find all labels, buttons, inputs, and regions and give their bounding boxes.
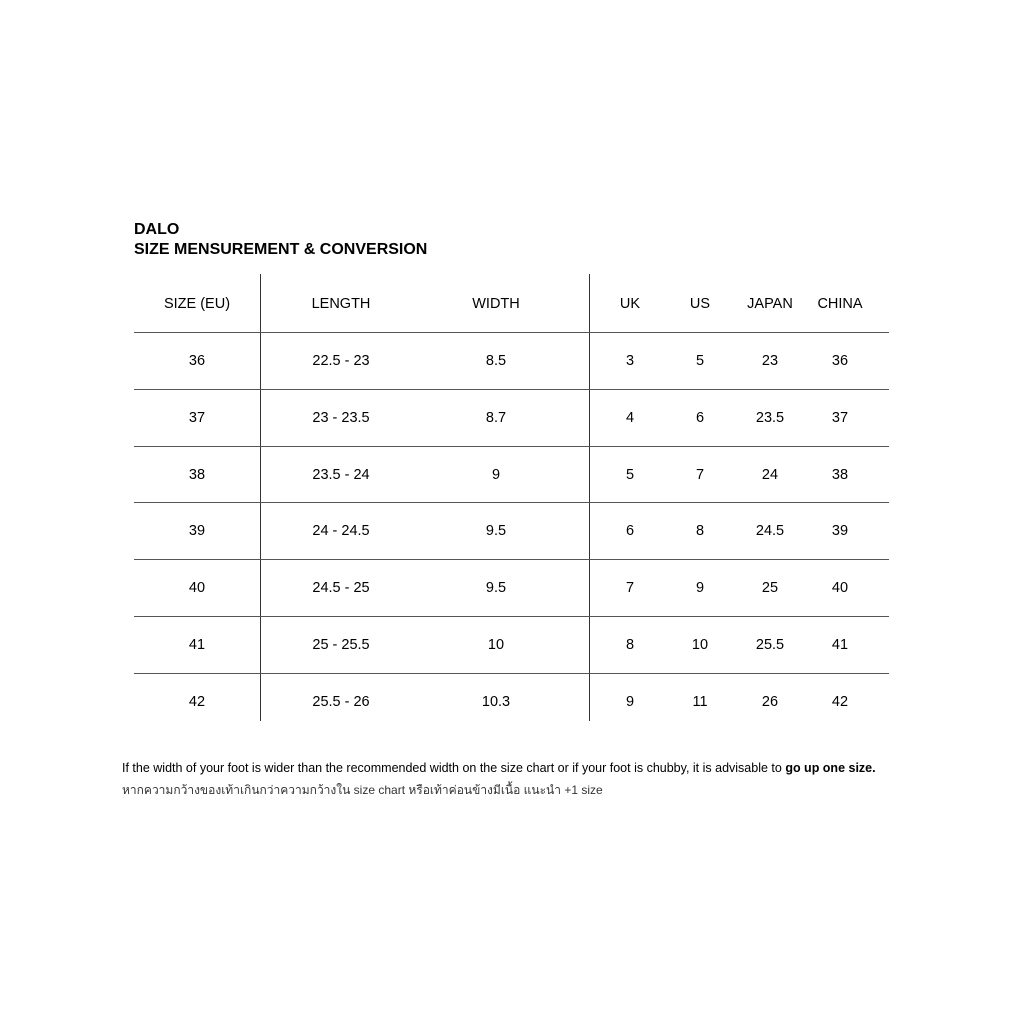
table-cell-size-eu: 39 bbox=[188, 523, 206, 540]
table-cell-china: 37 bbox=[831, 409, 849, 426]
table-cell-china: 39 bbox=[831, 523, 849, 540]
table-cell-china: 40 bbox=[831, 580, 849, 597]
fit-advice-text: If the width of your foot is wider than the recommended width on the size chart or if your foot is chubby, it is advisable to bbox=[122, 761, 786, 775]
column-header-uk: UK bbox=[619, 296, 641, 312]
table-cell-japan: 24 bbox=[761, 466, 779, 483]
column-divider bbox=[589, 274, 590, 721]
table-cell-us: 11 bbox=[692, 693, 708, 710]
table-cell-uk: 3 bbox=[625, 353, 635, 369]
table-cell-width: 8.7 bbox=[485, 409, 507, 426]
table-cell-japan: 23.5 bbox=[755, 409, 785, 426]
brand-title: DALO bbox=[134, 221, 180, 238]
table-cell-size-eu: 37 bbox=[188, 409, 206, 426]
table-cell-japan: 25.5 bbox=[755, 637, 785, 653]
table-cell-china: 36 bbox=[831, 353, 849, 369]
table-cell-uk: 6 bbox=[625, 523, 635, 540]
table-cell-japan: 23 bbox=[761, 353, 779, 369]
table-cell-size-eu: 41 bbox=[188, 637, 206, 653]
fit-advice-thai: หากความกว้างของเท้าเกินกว่าความกว้างใน size chart หรือเท้าค่อนข้างมีเนื้อ แนะนำ +1 size bbox=[122, 783, 603, 797]
table-cell-length: 24.5 - 25 bbox=[312, 580, 370, 597]
row-divider bbox=[134, 446, 889, 447]
row-divider bbox=[134, 559, 889, 560]
column-header-size-eu: SIZE (EU) bbox=[163, 296, 231, 312]
table-cell-us: 9 bbox=[695, 580, 705, 597]
table-cell-width: 9 bbox=[491, 466, 501, 483]
table-cell-uk: 8 bbox=[625, 637, 635, 653]
table-cell-length: 24 - 24.5 bbox=[312, 523, 370, 540]
table-cell-uk: 5 bbox=[625, 466, 635, 483]
column-divider bbox=[260, 274, 261, 721]
table-cell-japan: 25 bbox=[761, 580, 779, 597]
table-cell-us: 8 bbox=[695, 523, 705, 540]
table-cell-us: 10 bbox=[691, 637, 709, 653]
table-cell-us: 5 bbox=[695, 353, 705, 369]
table-cell-width: 9.5 bbox=[485, 523, 507, 540]
table-cell-length: 25.5 - 26 bbox=[312, 693, 370, 710]
table-cell-us: 7 bbox=[695, 466, 705, 483]
table-cell-width: 10 bbox=[487, 637, 505, 653]
table-cell-uk: 4 bbox=[625, 409, 635, 426]
fit-advice-emphasis: go up one size. bbox=[785, 761, 876, 775]
table-cell-japan: 26 bbox=[761, 693, 779, 710]
table-cell-size-eu: 42 bbox=[188, 693, 206, 710]
table-cell-uk: 9 bbox=[625, 693, 635, 710]
size-table bbox=[134, 274, 889, 721]
table-cell-japan: 24.5 bbox=[755, 523, 785, 540]
fit-advice-english bbox=[122, 760, 876, 776]
table-cell-width: 8.5 bbox=[485, 353, 507, 369]
row-divider bbox=[134, 616, 889, 617]
table-cell-width: 9.5 bbox=[485, 580, 507, 597]
table-cell-length: 23.5 - 24 bbox=[312, 466, 370, 483]
table-cell-size-eu: 40 bbox=[188, 580, 206, 597]
table-cell-length: 22.5 - 23 bbox=[312, 353, 370, 369]
table-cell-length: 23 - 23.5 bbox=[312, 409, 370, 426]
table-cell-china: 42 bbox=[831, 693, 849, 710]
table-cell-length: 25 - 25.5 bbox=[312, 637, 370, 653]
column-header-us: US bbox=[689, 296, 711, 312]
row-divider bbox=[134, 673, 889, 674]
table-cell-us: 6 bbox=[695, 409, 705, 426]
chart-subtitle: SIZE MENSUREMENT & CONVERSION bbox=[134, 241, 428, 258]
table-cell-uk: 7 bbox=[625, 580, 635, 597]
row-divider bbox=[134, 389, 889, 390]
column-header-length: LENGTH bbox=[311, 296, 371, 312]
table-cell-size-eu: 38 bbox=[188, 466, 206, 483]
column-header-japan: JAPAN bbox=[747, 296, 793, 312]
table-cell-size-eu: 36 bbox=[188, 353, 206, 369]
column-header-china: CHINA bbox=[817, 296, 863, 312]
table-cell-china: 38 bbox=[831, 466, 849, 483]
table-cell-width: 10.3 bbox=[481, 693, 511, 710]
row-divider bbox=[134, 332, 889, 333]
column-header-width: WIDTH bbox=[472, 296, 520, 312]
table-cell-china: 41 bbox=[831, 637, 849, 653]
row-divider bbox=[134, 502, 889, 503]
